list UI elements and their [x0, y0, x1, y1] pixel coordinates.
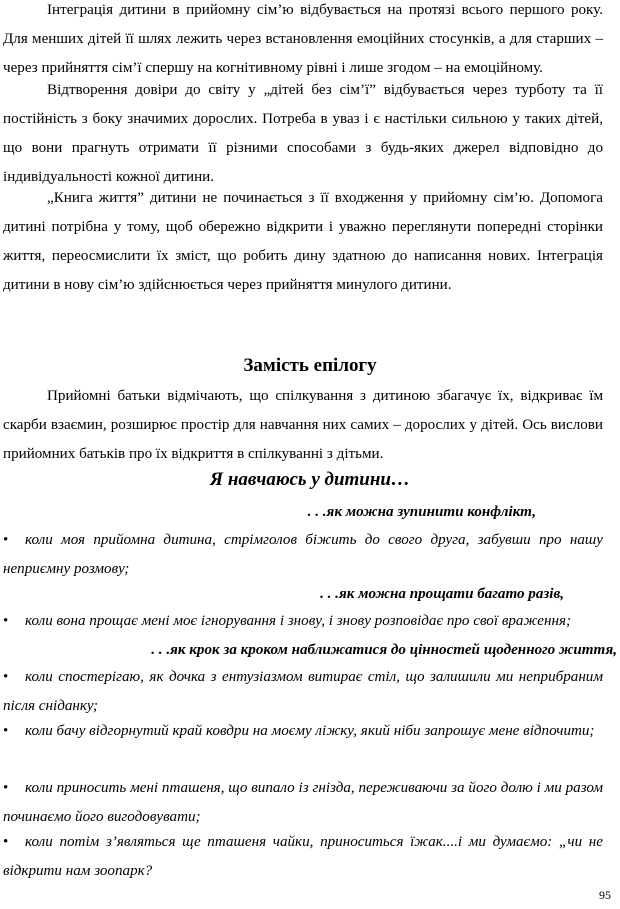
bullet-text: коли потім з’являться ще пташеня чайки, приноситься їжак....і ми думаємо: „чи не відкрити нам зоопарк?: [3, 834, 603, 879]
bullet-icon: •: [3, 669, 9, 685]
topic-forgive: . . .як можна прощати багато разів,: [320, 586, 564, 602]
bullet-text: коли бачу відгорнутий край ковдри на моєму ліжку, який ніби запрошує мене відпочити;: [25, 723, 595, 739]
bullet-text: коли моя прийомна дитина, стрімголов біжить до свого друга, забувши про нашу неприємну розмову;: [3, 532, 603, 577]
bullet-icon: •: [3, 532, 9, 548]
bullet-item: [3, 607, 603, 636]
paragraph-trust: Відтворення довіри до світу у „дітей без сім’ї” відбувається через турботу та її постійність з боку значимих дорослих. Потреба в уваз і є настільки сильною у таких дітей, що вони прагнуть отримати її різними способами з будь-яких джерел відповідно до індивідуальності кожної дитини.: [3, 82, 603, 185]
learning-subheading: Я навчаюсь у дитини…: [210, 469, 410, 490]
bullet-icon: •: [3, 780, 9, 796]
bullet-item: [3, 717, 603, 746]
topic-daily-values: . . .як крок за кроком наближатися до цінностей щоденного життя,: [151, 642, 617, 658]
paragraph-book-of-life: „Книга життя” дитини не починається з її входження у прийомну сім’ю. Допомога дитині потрібна у тому, щоб обережно відкрити і уважно переглянути попередні сторінки життя, переосмислити їх зміст, що робить дину здатною до написання нових. Інтеграція дитини в нову сім’ю здійснюється через прийняття минулого дитини.: [3, 190, 603, 293]
bullet-icon: •: [3, 613, 9, 629]
bullet-text: коли спостерігаю, як дочка з ентузіазмом витирає стіл, що залишили ми неприбраним після сніданку;: [3, 669, 603, 714]
bullet-text: коли вона прощає мені моє ігнорування і знову, і знову розповідає про свої враження;: [25, 613, 572, 629]
bullet-icon: •: [3, 723, 9, 739]
page-number: 95: [599, 888, 611, 902]
paragraph-integration: Інтеграція дитини в прийомну сім’ю відбувається на протязі всього першого року. Для менших дітей її шлях лежить через встановлення емоційних стосунків, а для старших – через прийняття сім’ї спершу на когнітивному рівні і лише згодом – на емоційному.: [3, 2, 603, 76]
epilogue-intro: Прийомні батьки відмічають, що спілкування з дитиною збагачує їх, відкриває їм скарби взаємин, розширює простір для навчання них самих – дорослих у дітей. Ось вислови прийомних батьків про їх відкриття в спілкуванні з дітьми.: [3, 388, 603, 462]
bullet-icon: •: [3, 834, 9, 850]
bullet-item: [3, 828, 603, 886]
bullet-text: коли приносить мені пташеня, що випало із гнізда, переживаючи за його долю і ми разом починаємо його вигодовувати;: [3, 780, 603, 825]
bullet-item: [3, 774, 603, 832]
bullet-item: [3, 526, 603, 584]
topic-stop-conflict: . . .як можна зупинити конфлікт,: [307, 504, 536, 520]
epilogue-heading: Замість епілогу: [243, 355, 377, 376]
bullet-item: [3, 663, 603, 721]
